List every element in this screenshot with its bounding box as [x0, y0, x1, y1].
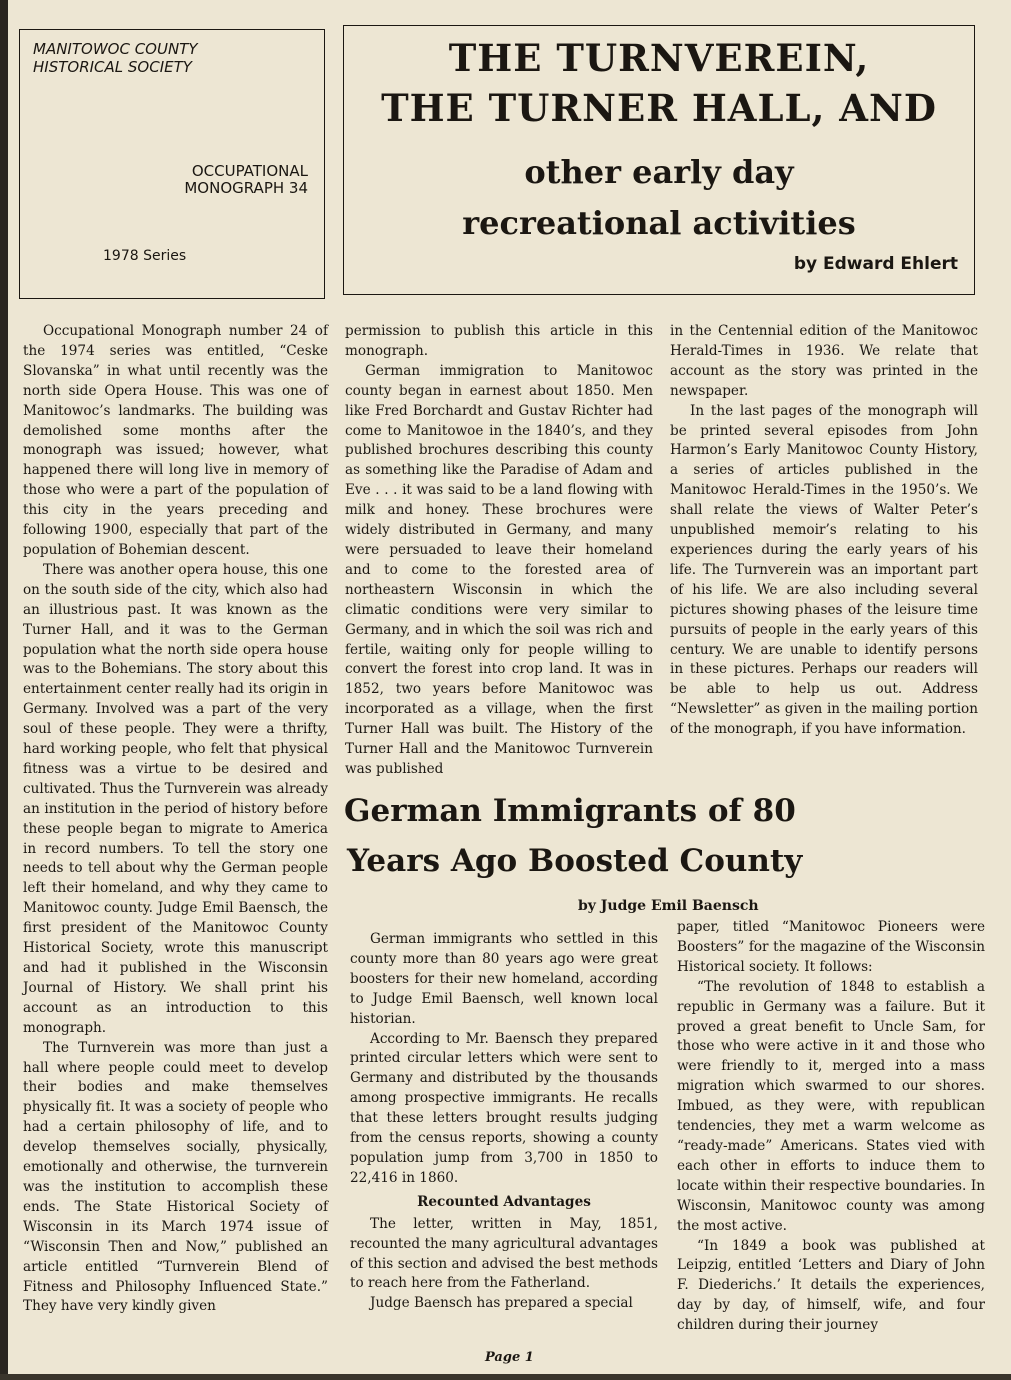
article-paragraph: German immigrants who settled in this county more than 80 years ago were great boosters for their new homeland, according to Judge Emil Baensch, well known local historian. — [350, 931, 658, 1027]
subtitle-line2: recreational activities — [462, 204, 856, 242]
column-1 — [23, 322, 328, 1317]
title-box — [343, 25, 975, 295]
society-name — [33, 40, 198, 76]
scan-edge-left — [0, 0, 8, 1380]
article-headline-line2: Years Ago Boosted County — [347, 843, 803, 879]
scan-edge-bottom — [0, 1374, 1011, 1380]
article-byline: by Judge Emil Baensch — [578, 898, 759, 914]
article-column-left — [350, 930, 658, 1314]
col2-paragraph: German immigration to Manitowoc county began in earnest about 1850. Men like Fred Borchardt and Gustav Richter had come to Manitowoe in the 1840’s, and they published brochures describing this county as something like the Paradise of Adam and Eve . . . it was said to be a land flowing with milk and honey. These brochures were widely distributed in Germany, and many were persuaded to leave their homeland and to come to the forested area of northeastern Wisconsin in which the climatic conditions were very similar to Germany, and in which the soil was rich and fertile, waiting only for people willing to convert the forest into crop land. It was in 1852, two years before Manitowoc was incorporated as a village, when the first Turner Hall was built. The History of the Turner Hall and the Manitowoc Turnverein was published — [345, 362, 653, 777]
article-paragraph: Judge Baensch has prepared a special — [370, 1295, 633, 1312]
article-headline-line1: German Immigrants of 80 — [344, 793, 796, 829]
col1-paragraph: The Turnverein was more than just a hall where people could meet to develop their bodies and make themselves physically fit. It was a society of people who had a certain philosophy of life, and to develop themselves socially, physically, emotionally and otherwise, the turnverein was the institution to accomplish these ends. The State Historical Society of Wisconsin in its March 1974 issue of “Wisconsin Then and Now,” published an article entitled “Turnverein Blend of Fitness and Philosophy Influenced State.” They have very kindly given — [23, 1039, 328, 1315]
article-paragraph: “In 1849 a book was published at Leipzig, entitled ‘Letters and Diary of John F. Diederichs.’ It details the experiences, day by day, of himself, wife, and four children during their journey — [677, 1237, 985, 1334]
article-subhead: Recounted Advantages — [417, 1193, 591, 1210]
monograph-label — [184, 163, 308, 197]
subtitle-line1: other early day — [524, 153, 794, 191]
col3-paragraph: in the Centennial edition of the Manitowoc Herald-Times in 1936. We relate that account as the story was printed in the newspaper. — [670, 323, 978, 399]
col3-paragraph: In the last pages of the monograph will be printed several episodes from John Harmon’s Early Manitowoc County History, a series of articles published in the Manitowoc Herald-Times in the 1950’s. We shall relate the views of Walter Peter’s unpublished memoir’s relating to his experiences during the early years of his life. The Turnverein was an important part of his life. We are also including several pictures showing phases of the leisure time pursuits of people in the early years of this century. We are unable to identify persons in these pictures. Perhaps our readers will be able to help us out. Address “Newsletter” as given in the mailing portion of the monograph, if you have information. — [670, 402, 978, 738]
article-paragraph: paper, titled “Manitowoc Pioneers were Boosters” for the magazine of the Wisconsin Historical society. It follows: — [677, 919, 985, 975]
col2-paragraph: permission to publish this article in this monograph. — [345, 323, 653, 359]
col1-paragraph: Occupational Monograph number 24 of the 1974 series was entitled, “Ceske Slovanska” in what until recently was the north side Opera House. This was one of Manitowoc’s landmarks. The building was demolished some months after the monograph was issued; however, what happened there will long live in memory of those who were a part of the population of this city in the years preceding and following 1900, especially that part of the population of Bohemian descent. — [23, 323, 328, 558]
author-byline: by Edward Ehlert — [793, 254, 958, 274]
page-number: Page 1 — [485, 1350, 534, 1365]
monograph-line2: MONOGRAPH 34 — [184, 179, 308, 197]
article-paragraph: The letter, written in May, 1851, recounted the many agricultural advantages of this section and advised the best methods to reach here from the Fatherland. — [350, 1215, 658, 1292]
society-name-line2: HISTORICAL SOCIETY — [33, 58, 192, 76]
monograph-line1: OCCUPATIONAL — [191, 162, 308, 180]
society-name-line1: MANITOWOC COUNTY — [33, 40, 198, 58]
main-title-line1: THE TURNVEREIN, — [448, 36, 870, 80]
article-column-right — [677, 918, 985, 1336]
col1-paragraph: There was another opera house, this one on the south side of the city, which also had an illustrious past. It was known as the Turner Hall, and it was to the German population what the north side opera house was to the Bohemians. The story about this entertainment center really had its origin in Germany. Involved was a part of the very soul of these people. They were a thrifty, hard working people, who felt that physical fitness was a virtue to be desired and cultivated. Thus the Turnverein was already an institution in the period of history before these people began to migrate to America in record numbers. To tell the story one needs to tell about why the German people left their homeland, and why they came to Manitowoc county. Judge Emil Baensch, the first president of the Manitowoc County Historical Society, wrote this manuscript and had it published in the Wisconsin Journal of History. We shall print his account as an introduction to this monograph. — [23, 561, 328, 1036]
main-title-line2: THE TURNER HALL, AND — [381, 86, 937, 130]
series-label: 1978 Series — [103, 248, 187, 264]
society-box — [19, 29, 325, 299]
article-paragraph: “The revolution of 1848 to establish a republic in Germany was a failure. But it proved a great benefit to Uncle Sam, for those who were active in it and those who were friendly to it, merged into a mass migration which swarmed to our shores. Imbued, as they were, with republican tendencies, they met a warm welcome as “ready-made” Americans. States vied with each other in efforts to induce them to locate within their respective boundaries. In Wisconsin, Manitowoc county was among the most active. — [677, 978, 985, 1234]
column-2 — [345, 322, 653, 780]
column-3 — [670, 322, 978, 740]
article-paragraph: According to Mr. Baensch they prepared printed circular letters which were sent to Germany and distributed by the thousands among prospective immigrants. He recalls that these letters brought results judging from the census reports, showing a county population jump from 3,700 in 1850 to 22,416 in 1860. — [350, 1030, 658, 1186]
